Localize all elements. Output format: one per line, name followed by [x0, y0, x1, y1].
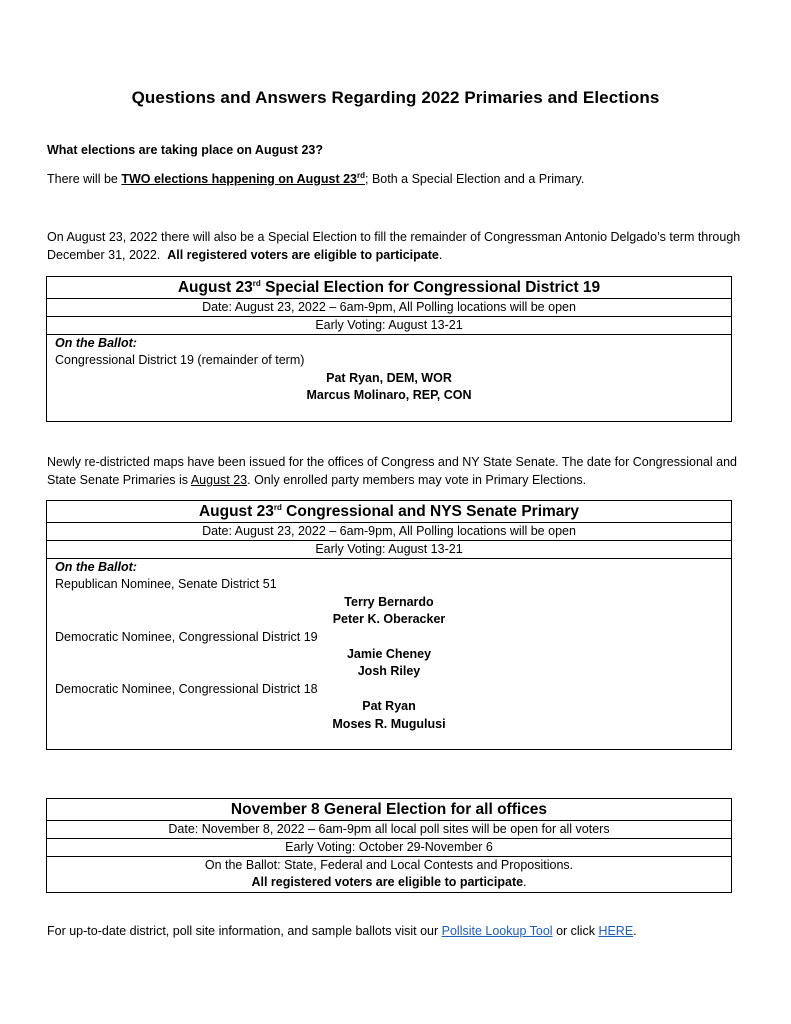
primary-date: Date: August 23, 2022 – 6am-9pm, All Polling locations will be open — [47, 523, 731, 541]
answer-post: ; Both a Special Election and a Primary. — [365, 172, 585, 186]
box2-title-sup: rd — [273, 502, 282, 512]
primary-ballot — [47, 559, 731, 733]
ballot-label: On the Ballot: — [55, 336, 137, 350]
redistrict-paragraph — [47, 453, 747, 489]
candidate: Pat Ryan, DEM, WOR — [326, 370, 452, 385]
answer-emph-text: TWO elections happening on August 23 — [121, 172, 358, 186]
answer-pre: There will be — [47, 172, 122, 186]
primary-early-voting: Early Voting: August 13-21 — [47, 541, 731, 559]
general-eligible: All registered voters are eligible to participate. — [251, 875, 527, 889]
question-heading: What elections are taking place on August 23? — [47, 143, 323, 157]
ballot-label: On the Ballot: — [55, 560, 137, 574]
answer-emphasis — [121, 172, 365, 186]
here-link[interactable]: HERE — [598, 924, 634, 938]
contest-name: Democratic Nominee, Congressional District 19 — [55, 629, 318, 644]
special-election-title — [47, 277, 731, 299]
footer-mid: or click — [552, 924, 599, 938]
primary-box — [46, 500, 732, 750]
candidate: Jamie Cheney — [346, 647, 432, 662]
candidate: Marcus Molinaro, REP, CON — [306, 388, 472, 403]
contest-name: Congressional District 19 (remainder of term) — [55, 353, 305, 368]
box1-title-sup: rd — [252, 278, 261, 288]
redistrict-pre: Newly re-districted maps have been issued for the offices of Congress and NY State Senate. The date for Congressional and State Senate Primaries is — [47, 455, 737, 487]
candidate: Josh Riley — [357, 664, 421, 679]
box2-title-post: Congressional and NYS Senate Primary — [281, 503, 580, 520]
box1-title-post: Special Election for Congressional District 19 — [260, 279, 601, 296]
page-title: Questions and Answers Regarding 2022 Primaries and Elections — [131, 88, 660, 107]
box2-title-pre: August 23 — [198, 503, 274, 520]
general-election-box — [46, 798, 732, 893]
candidate: Terry Bernardo — [344, 594, 434, 609]
special-election-date: Date: August 23, 2022 – 6am-9pm, All Polling locations will be open — [47, 299, 731, 317]
general-election-early-voting: Early Voting: October 29-November 6 — [47, 839, 731, 857]
special-election-ballot — [47, 335, 731, 405]
special-intro-text: On August 23, 2022 there will also be a Special Election to fill the remainder of Congressman Antonio Delgado’s term through December 31, 2022. — [47, 230, 741, 262]
primary-title — [47, 501, 731, 523]
candidate: Peter K. Oberacker — [332, 612, 446, 627]
general-eligible-text: All registered voters are eligible to participate — [251, 875, 524, 889]
contest-name: Republican Nominee, Senate District 51 — [55, 577, 277, 592]
special-election-box — [46, 276, 732, 422]
general-election-ballot — [47, 857, 731, 891]
special-election-early-voting: Early Voting: August 13-21 — [47, 317, 731, 335]
candidate: Pat Ryan — [362, 699, 416, 714]
candidate: Moses R. Mugulusi — [332, 716, 446, 731]
answer-paragraph — [47, 170, 747, 188]
general-election-title: November 8 General Election for all offices — [47, 799, 731, 821]
redistrict-date: August 23 — [190, 473, 248, 487]
redistrict-post: . Only enrolled party members may vote in Primary Elections. — [247, 473, 587, 487]
box1-title-pre: August 23 — [177, 279, 253, 296]
special-intro-emphasis: All registered voters are eligible to participate — [167, 248, 439, 262]
contest-name: Democratic Nominee, Congressional District 18 — [55, 681, 318, 696]
special-intro-paragraph: On August 23, 2022 there will also be a Special Election to fill the remainder of Congressman Antonio Delgado’s term through December 31, 2022. All registered voters are eligible to participate. — [47, 230, 741, 262]
answer-emph-sup: rd — [357, 170, 366, 180]
general-ballot-text: On the Ballot: State, Federal and Local Contests and Propositions. — [204, 858, 574, 872]
general-election-date: Date: November 8, 2022 – 6am-9pm all local poll sites will be open for all voters — [47, 821, 731, 839]
pollsite-lookup-link[interactable]: Pollsite Lookup Tool — [441, 924, 553, 938]
footer-paragraph: For up-to-date district, poll site information, and sample ballots visit our Pollsite Lookup Tool or click HERE. — [47, 924, 637, 938]
footer-pre: For up-to-date district, poll site information, and sample ballots visit our — [47, 924, 442, 938]
